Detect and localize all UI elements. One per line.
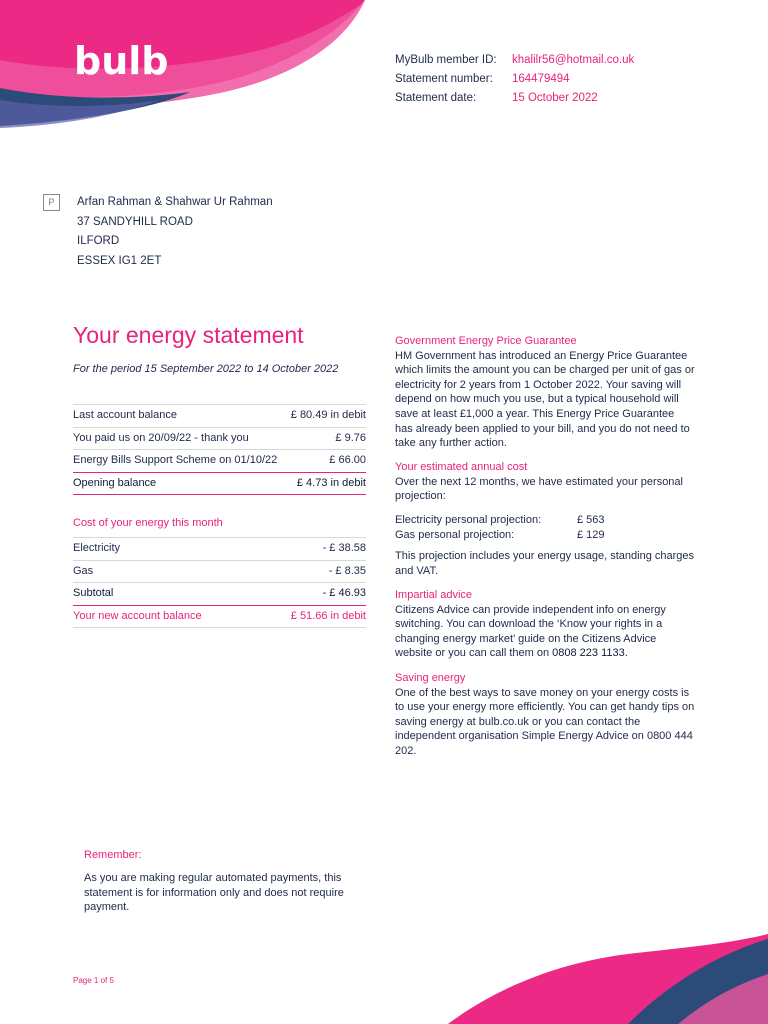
address-line: ILFORD xyxy=(77,235,120,247)
row-value: £ 51.66 in debit xyxy=(290,609,366,622)
table-row xyxy=(73,560,366,583)
address-line: ESSEX IG1 2ET xyxy=(77,254,162,267)
row-value: £ 9.76 xyxy=(335,431,366,444)
statement-date-label: Statement date: xyxy=(395,92,477,104)
price-guarantee-text: HM Government has introduced an Energy Price Guarantee which limits the amount you can be charged per unit of gas or electricity for 2 years from 1 October 2022. Your saving will depend on how much you use, but a typical household will save at least £1,000 a year. This Energy Price Guarantee has already been applied to your bill, and you do not need to take any further action. xyxy=(395,349,695,450)
statement-date-value: 15 October 2022 xyxy=(512,92,598,104)
new-balance-row xyxy=(73,605,366,629)
impartial-advice-text xyxy=(395,603,695,661)
electricity-projection xyxy=(395,513,695,528)
subtotal-row xyxy=(73,582,366,605)
remember-text: As you are making regular automated payments, this statement is for information only and does not require payment. xyxy=(84,872,344,913)
projection-note: This projection includes your energy usage, standing charges and VAT. xyxy=(395,550,695,577)
saving-energy-section xyxy=(395,671,695,759)
impartial-advice-section xyxy=(395,588,695,661)
row-value: - £ 38.58 xyxy=(322,542,366,554)
gas-projection xyxy=(395,528,695,543)
remember-note xyxy=(84,849,364,915)
row-label: You paid us on 20/09/22 - thank you xyxy=(73,431,249,444)
postage-box: P xyxy=(43,194,60,211)
row-label: Your new account balance xyxy=(73,609,202,622)
statement-number-label: Statement number: xyxy=(395,73,493,85)
balance-table xyxy=(73,404,366,495)
opening-balance-row xyxy=(73,472,366,496)
projection-value: £ 563 xyxy=(577,514,605,526)
annual-cost-title: Your estimated annual cost xyxy=(395,461,528,473)
cost-table xyxy=(73,537,366,628)
address-line: Arfan Rahman & Shahwar Ur Rahman xyxy=(77,196,273,208)
row-label: Gas xyxy=(73,564,94,577)
row-label: Energy Bills Support Scheme on 01/10/22 xyxy=(73,454,278,466)
table-row xyxy=(73,449,366,472)
row-value: £ 66.00 xyxy=(329,454,366,466)
brush-stroke-bottom-decoration xyxy=(428,914,768,1024)
table-row xyxy=(73,404,366,427)
page-number: Page 1 of 5 xyxy=(73,976,114,985)
statement-title: Your energy statement xyxy=(73,322,304,348)
statement-number-value: 164479494 xyxy=(512,73,570,85)
price-guarantee-title: Government Energy Price Guarantee xyxy=(395,335,577,347)
impartial-advice-title: Impartial advice xyxy=(395,589,473,601)
row-value: - £ 8.35 xyxy=(328,564,366,577)
address-line: 37 SANDYHILL ROAD xyxy=(77,215,193,228)
saving-energy-title: Saving energy xyxy=(395,672,466,684)
projection-list xyxy=(395,513,695,542)
member-id-value: khalilr56@hotmail.co.uk xyxy=(512,54,635,66)
annual-cost-text: Over the next 12 months, we have estimated your personal projection: xyxy=(395,475,683,503)
advice-phone: 0808 223 1133 xyxy=(552,647,625,660)
remember-title: Remember: xyxy=(84,849,142,861)
row-label: Electricity xyxy=(73,542,121,554)
projection-note-section xyxy=(395,549,695,578)
projection-value: £ 129 xyxy=(577,528,605,541)
projection-label: Electricity personal projection: xyxy=(395,514,542,526)
cost-section-title: Cost of your energy this month xyxy=(73,517,223,529)
statement-meta xyxy=(395,51,634,108)
svg-text:bulb: bulb xyxy=(74,40,169,83)
row-value: - £ 46.93 xyxy=(322,587,366,599)
annual-cost-section xyxy=(395,460,695,504)
brush-stroke-top-decoration xyxy=(0,0,380,140)
table-row xyxy=(73,537,366,560)
row-value: £ 4.73 in debit xyxy=(296,476,366,489)
advice-body: Citizens Advice can provide independent info on energy switching. You can download the ‘Know your rights in a changing energy market’ guide on the Citizens Advice website or you can call them on xyxy=(395,603,666,660)
price-guarantee-section xyxy=(395,334,695,451)
statement-period: For the period 15 September 2022 to 14 October 2022 xyxy=(73,363,339,375)
advice-end: . xyxy=(624,647,628,660)
recipient-address xyxy=(77,193,273,271)
row-label: Subtotal xyxy=(73,587,114,599)
row-value: £ 80.49 in debit xyxy=(290,409,366,421)
table-row xyxy=(73,427,366,450)
row-label: Last account balance xyxy=(73,409,177,421)
saving-energy-text: One of the best ways to save money on your energy costs is to use your energy more efficiently. You can get handy tips on saving energy at bulb.co.uk or you can contact the independent organisation Simple Energy Advice on 0800 444 202. xyxy=(395,686,695,757)
row-label: Opening balance xyxy=(73,476,157,489)
bulb-logo xyxy=(74,40,174,84)
member-id-label: MyBulb member ID: xyxy=(395,54,497,66)
projection-label: Gas personal projection: xyxy=(395,528,515,541)
